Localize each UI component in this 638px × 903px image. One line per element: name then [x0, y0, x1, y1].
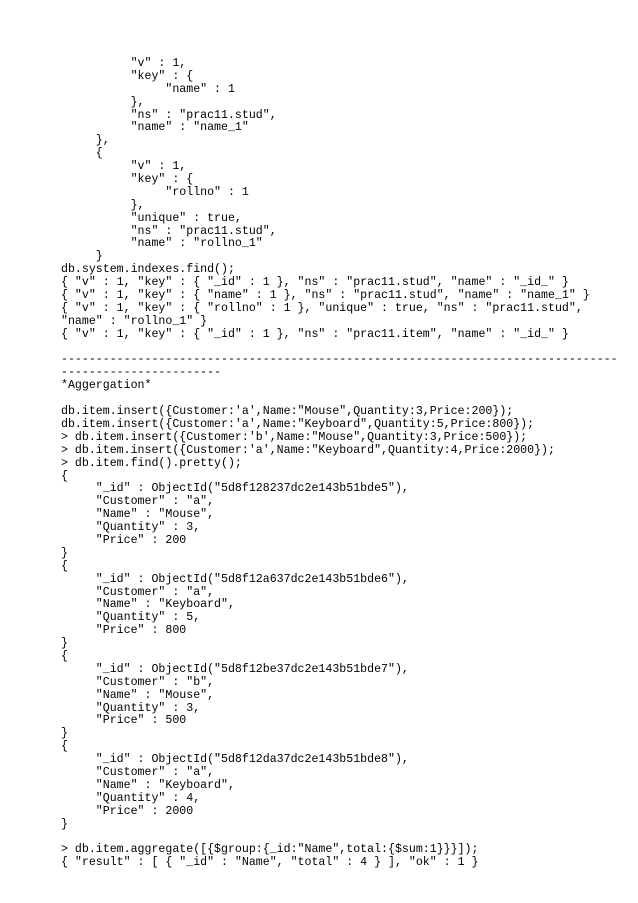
text-line: "ns" : "prac11.stud",	[61, 108, 277, 122]
text-line: "Customer" : "a",	[61, 765, 215, 779]
text-line: "ns" : "prac11.stud",	[61, 224, 277, 238]
text-line: "Price" : 2000	[61, 804, 194, 818]
text-line: *Aggergation*	[61, 379, 152, 393]
text-line: "_id" : ObjectId("5d8f12a637dc2e143b51bde6"),	[61, 572, 409, 586]
text-line: db.item.insert({Customer:'a',Name:"Mouse",Quantity:3,Price:200});	[61, 405, 514, 419]
text-line: "_id" : ObjectId("5d8f12da37dc2e143b51bde8"),	[61, 753, 409, 767]
text-line: > db.item.aggregate([{$group:{_id:"Name",total:{$sum:1}}}]);	[61, 843, 479, 857]
text-line: "name" : "rollno_1"	[61, 237, 263, 251]
text-line: "Price" : 200	[61, 533, 187, 547]
text-line: { "v" : 1, "key" : { "_id" : 1 }, "ns" : "prac11.item", "name" : "_id_" }	[61, 327, 569, 341]
text-line: "Quantity" : 3,	[61, 521, 201, 535]
text-line: "_id" : ObjectId("5d8f12be37dc2e143b51bde7"),	[61, 662, 409, 676]
text-line: "Customer" : "a",	[61, 495, 215, 509]
text-line: { "v" : 1, "key" : { "rollno" : 1 }, "unique" : true, "ns" : "prac11.stud",	[61, 301, 583, 315]
text-line: }	[61, 727, 68, 741]
text-line: --------------------------------------------------------------------------------	[61, 353, 618, 367]
text-line: "key" : {	[61, 69, 194, 83]
text-line: }	[61, 817, 68, 831]
text-line: "Quantity" : 3,	[61, 701, 201, 715]
text-line: > db.item.insert({Customer:'b',Name:"Mouse",Quantity:3,Price:500});	[61, 430, 528, 444]
text-line: },	[61, 198, 145, 212]
text-line: },	[61, 134, 110, 148]
text-line: "Quantity" : 5,	[61, 611, 201, 625]
text-line: {	[61, 469, 68, 483]
text-line: "Customer" : "b",	[61, 675, 215, 689]
text-line: db.item.insert({Customer:'a',Name:"Keyboard",Quantity:5,Price:800});	[61, 417, 535, 431]
text-line: "name" : "name_1"	[61, 121, 249, 135]
text-line: { "result" : [ { "_id" : "Name", "total" : 4 } ], "ok" : 1 }	[61, 856, 479, 870]
text-line: "name" : 1	[61, 82, 235, 96]
text-line: > db.item.find().pretty();	[61, 456, 242, 470]
text-line: "Name" : "Mouse",	[61, 508, 215, 522]
text-line: "v" : 1,	[61, 160, 187, 174]
text-line: "name" : "rollno_1" }	[61, 314, 208, 328]
text-line: "Name" : "Keyboard",	[61, 598, 235, 612]
text-line: {	[61, 559, 68, 573]
text-line: {	[61, 740, 68, 754]
text-line: "unique" : true,	[61, 211, 242, 225]
text-line: }	[61, 637, 68, 651]
text-line: "v" : 1,	[61, 57, 187, 70]
text-line: "rollno" : 1	[61, 185, 249, 199]
text-line: "Quantity" : 4,	[61, 791, 201, 805]
text-line: { "v" : 1, "key" : { "name" : 1 }, "ns" : "prac11.stud", "name" : "name_1" }	[61, 289, 590, 303]
text-line: { "v" : 1, "key" : { "_id" : 1 }, "ns" : "prac11.stud", "name" : "_id_" }	[61, 276, 569, 290]
text-line: "key" : {	[61, 173, 194, 187]
text-line: {	[61, 649, 68, 663]
text-line: },	[61, 95, 145, 109]
text-line: "Name" : "Mouse",	[61, 688, 215, 702]
text-line: }	[61, 250, 103, 264]
text-line: > db.item.insert({Customer:'a',Name:"Keyboard",Quantity:4,Price:2000});	[61, 443, 555, 457]
text-line: {	[61, 147, 103, 161]
text-line: "_id" : ObjectId("5d8f128237dc2e143b51bde5"),	[61, 482, 409, 496]
document-body	[61, 58, 621, 870]
text-line: db.system.indexes.find();	[61, 263, 235, 277]
text-line: "Name" : "Keyboard",	[61, 778, 235, 792]
text-line: -----------------------	[61, 366, 222, 380]
text-line: "Customer" : "a",	[61, 585, 215, 599]
text-line: "Price" : 500	[61, 714, 187, 728]
text-line: }	[61, 546, 68, 560]
text-line: "Price" : 800	[61, 624, 187, 638]
